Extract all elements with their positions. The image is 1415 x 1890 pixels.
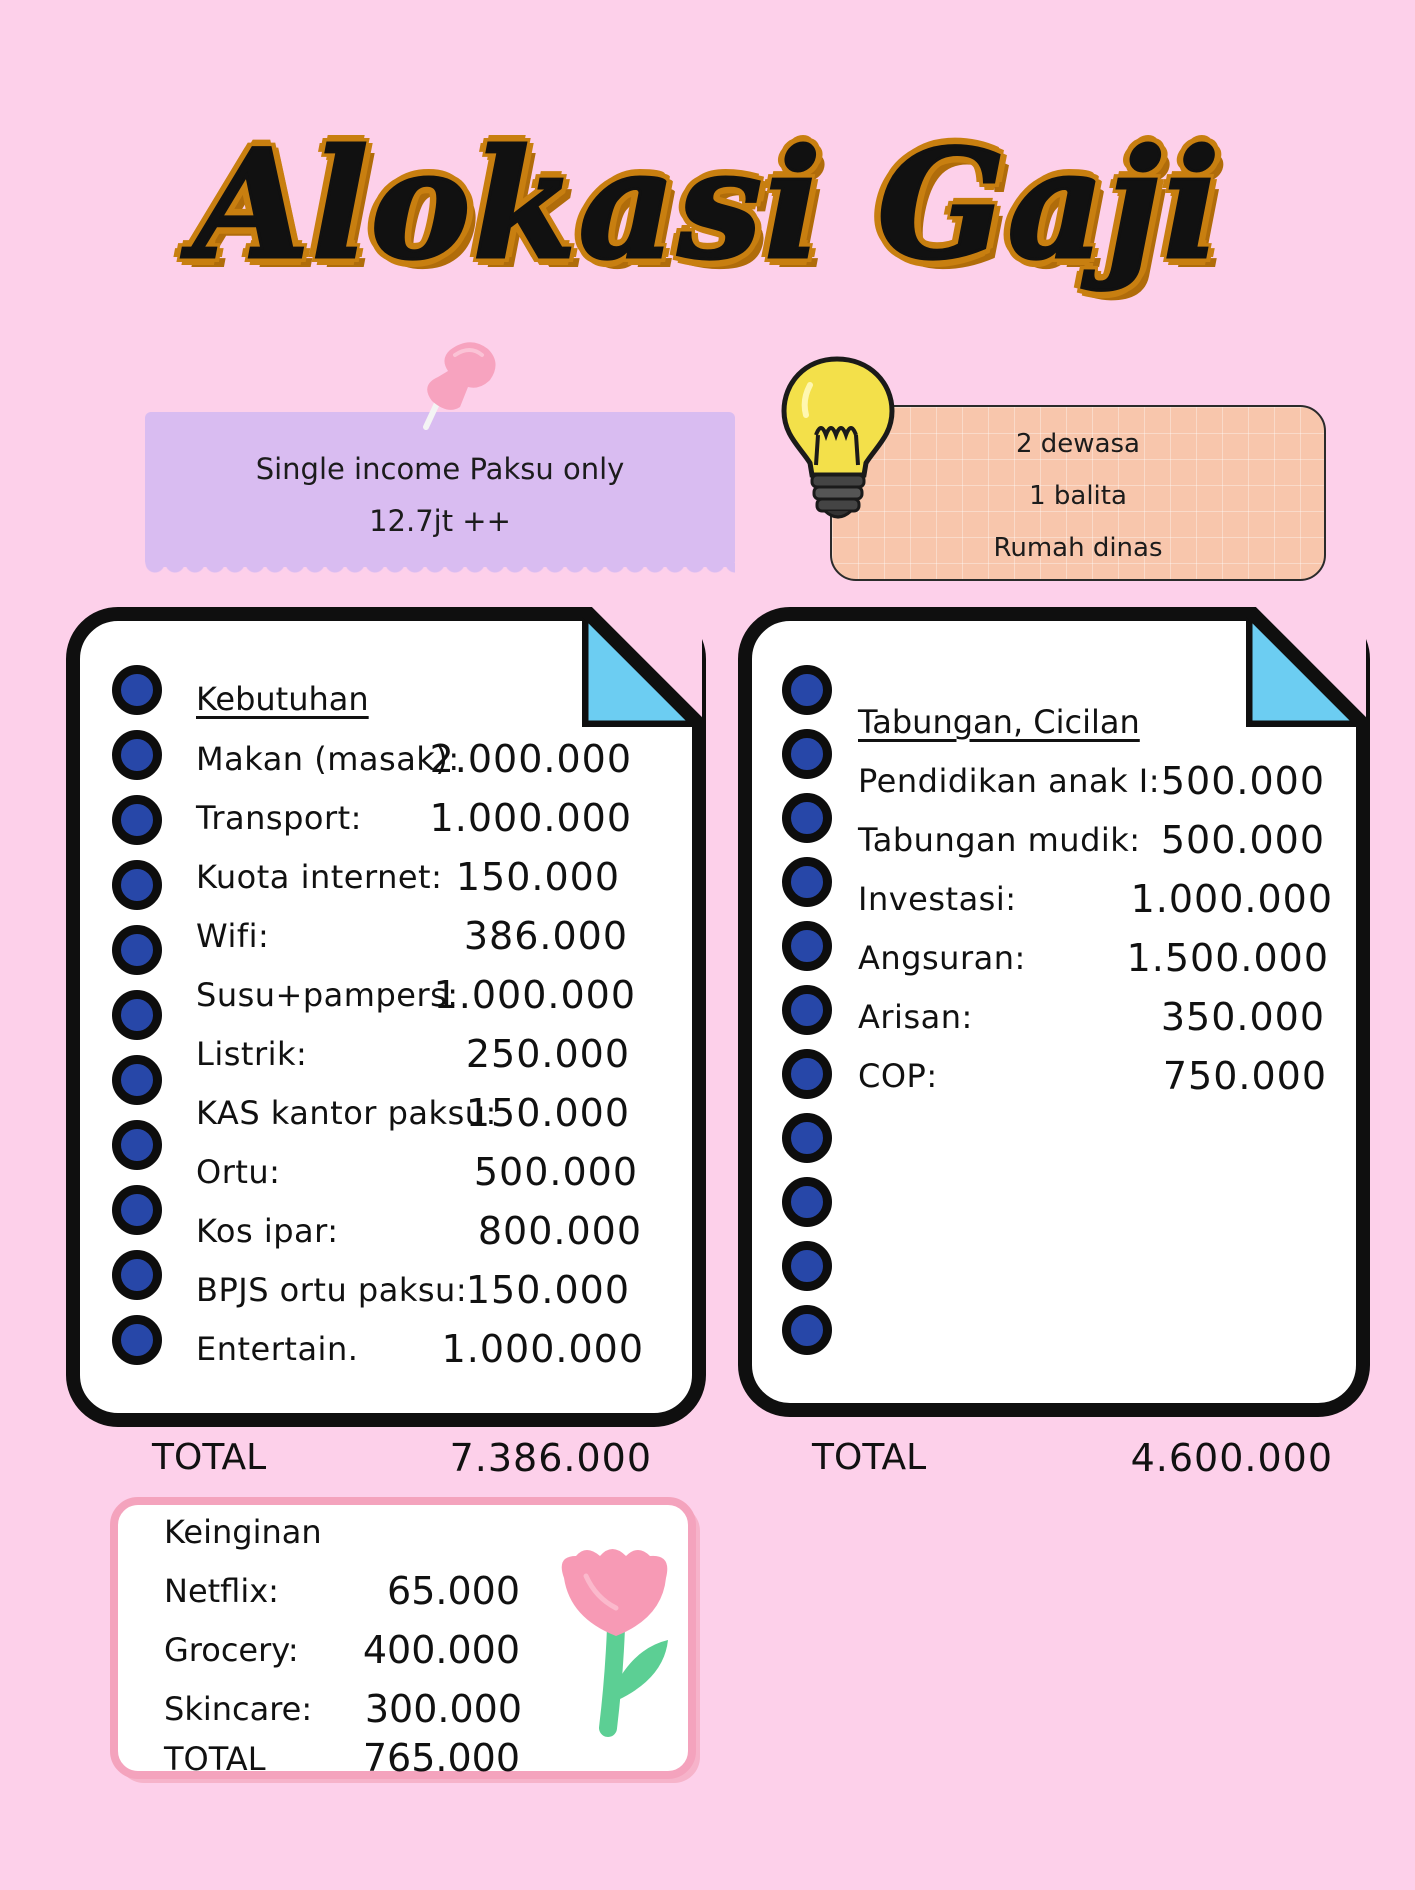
savings-total-value: 4.600.000 bbox=[1130, 1436, 1333, 1480]
page-title: Alokasi Gaji bbox=[193, 117, 1222, 293]
binder-dot bbox=[782, 1177, 832, 1227]
needs-item-label: BPJS ortu paksu: bbox=[196, 1271, 468, 1309]
binder-dot bbox=[782, 985, 832, 1035]
needs-total-value: 7.386.000 bbox=[449, 1436, 652, 1480]
savings-item-value: 1.000.000 bbox=[1130, 877, 1333, 921]
binder-dot bbox=[112, 990, 162, 1040]
page-fold bbox=[1246, 607, 1366, 727]
binder-dot bbox=[782, 793, 832, 843]
household-toddler: 1 balita bbox=[1029, 481, 1127, 511]
binder-dot bbox=[782, 857, 832, 907]
needs-item-value: 250.000 bbox=[465, 1032, 630, 1076]
binder-dot bbox=[782, 665, 832, 715]
binder-dot bbox=[112, 730, 162, 780]
needs-item-value: 800.000 bbox=[477, 1209, 642, 1253]
savings-item-label: COP: bbox=[858, 1057, 938, 1095]
wants-item-value: 65.000 bbox=[387, 1569, 520, 1613]
needs-item-label: Susu+pampers: bbox=[196, 976, 459, 1014]
needs-item-label: Ortu: bbox=[196, 1153, 281, 1191]
needs-item-value: 1.000.000 bbox=[433, 973, 636, 1017]
binder-dot bbox=[782, 729, 832, 779]
needs-item-value: 2.000.000 bbox=[429, 737, 632, 781]
page-fold bbox=[582, 607, 702, 727]
needs-item-label: Listrik: bbox=[196, 1035, 308, 1073]
needs-item-value: 150.000 bbox=[465, 1091, 630, 1135]
needs-item-label: Makan (masak): bbox=[196, 740, 460, 778]
household-note bbox=[830, 405, 1326, 581]
income-note bbox=[145, 412, 735, 567]
tulip-icon bbox=[556, 1548, 676, 1738]
income-source: Single income Paksu only bbox=[255, 452, 625, 486]
binder-dot bbox=[112, 1120, 162, 1170]
savings-item-label: Investasi: bbox=[858, 880, 1017, 918]
needs-item-label: Wifi: bbox=[196, 917, 270, 955]
wants-item-label: Skincare: bbox=[164, 1690, 313, 1728]
needs-item-label: Kos ipar: bbox=[196, 1212, 339, 1250]
binder-dot bbox=[112, 795, 162, 845]
income-amount: 12.7jt ++ bbox=[369, 504, 511, 538]
savings-item-value: 1.500.000 bbox=[1126, 936, 1329, 980]
household-adults: 2 dewasa bbox=[1016, 429, 1140, 459]
needs-item-value: 1.000.000 bbox=[441, 1327, 644, 1371]
savings-item-value: 500.000 bbox=[1160, 818, 1325, 862]
savings-item-value: 750.000 bbox=[1162, 1054, 1327, 1098]
savings-item-label: Angsuran: bbox=[858, 939, 1026, 977]
savings-heading: Tabungan, Cicilan bbox=[858, 703, 1140, 741]
binder-dot bbox=[112, 1055, 162, 1105]
push-pin-icon bbox=[410, 335, 510, 430]
binder-dot bbox=[782, 1241, 832, 1291]
needs-heading: Kebutuhan bbox=[196, 680, 369, 718]
binder-dot bbox=[782, 1049, 832, 1099]
binder-dot bbox=[112, 665, 162, 715]
light-bulb-icon bbox=[780, 355, 895, 525]
wants-item-value: 400.000 bbox=[362, 1628, 520, 1672]
needs-item-label: Transport: bbox=[196, 799, 362, 837]
savings-item-label: Tabungan mudik: bbox=[858, 821, 1141, 859]
binder-dot bbox=[112, 925, 162, 975]
binder-dot bbox=[782, 1113, 832, 1163]
savings-item-label: Pendidikan anak I: bbox=[858, 762, 1160, 800]
needs-item-value: 386.000 bbox=[463, 914, 628, 958]
wants-item-label: Grocery: bbox=[164, 1631, 299, 1669]
binder-dot bbox=[112, 1315, 162, 1365]
needs-item-value: 150.000 bbox=[455, 855, 620, 899]
savings-item-value: 500.000 bbox=[1160, 759, 1325, 803]
wants-total-label: TOTAL bbox=[164, 1740, 266, 1778]
binder-dot bbox=[112, 1250, 162, 1300]
wants-heading: Keinginan bbox=[164, 1513, 322, 1551]
wants-item-label: Netflix: bbox=[164, 1572, 279, 1610]
needs-item-label: Kuota internet: bbox=[196, 858, 443, 896]
household-house: Rumah dinas bbox=[993, 533, 1163, 563]
wants-total-value: 765.000 bbox=[362, 1736, 520, 1780]
needs-item-label: KAS kantor paksu: bbox=[196, 1094, 497, 1132]
binder-dot bbox=[782, 1305, 832, 1355]
binder-dot bbox=[112, 860, 162, 910]
savings-item-label: Arisan: bbox=[858, 998, 973, 1036]
needs-item-value: 500.000 bbox=[473, 1150, 638, 1194]
wants-item-value: 300.000 bbox=[364, 1687, 522, 1731]
needs-item-label: Entertain. bbox=[196, 1330, 359, 1368]
savings-item-value: 350.000 bbox=[1160, 995, 1325, 1039]
needs-item-value: 1.000.000 bbox=[429, 796, 632, 840]
needs-total-label: TOTAL bbox=[152, 1437, 267, 1478]
binder-dot bbox=[112, 1185, 162, 1235]
binder-dot bbox=[782, 921, 832, 971]
needs-item-value: 150.000 bbox=[465, 1268, 630, 1312]
savings-total-label: TOTAL bbox=[812, 1437, 927, 1478]
